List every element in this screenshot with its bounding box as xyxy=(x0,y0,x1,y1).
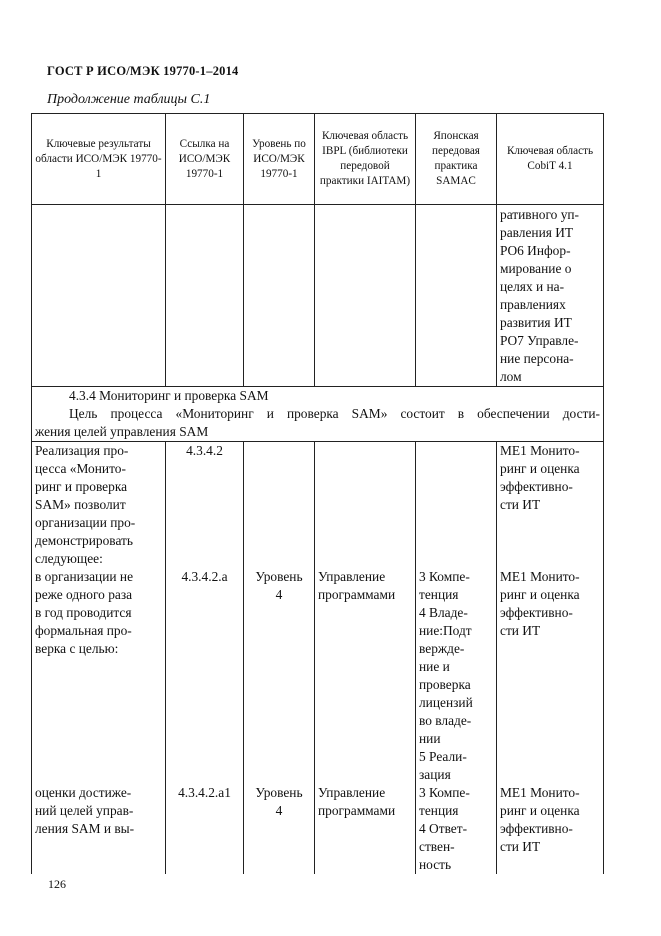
section-title: 4.3.4 Мониторинг и проверка SAM xyxy=(69,388,269,403)
cell-ibpl: Управление программами xyxy=(315,784,416,874)
cell-result xyxy=(32,205,166,387)
column-header-reference: Ссылка на ИСО/МЭК 19770-1 xyxy=(166,114,244,205)
table-row xyxy=(32,568,604,784)
cell-level: Уровень 4 xyxy=(244,568,315,784)
cell-cobit: ME1 Монито- ринг и оценка эффективно- сти ИТ xyxy=(497,568,604,784)
comparison-table xyxy=(31,113,604,874)
cell-ref: 4.3.4.2 xyxy=(166,442,244,569)
cell-cobit: ративного уп- равления ИТ PO6 Инфор- мирование о целях и на- правлениях развития ИТ PO7 Управле- ние персона- лом xyxy=(497,205,604,387)
column-header-cobit: Ключевая область CobiT 4.1 xyxy=(497,114,604,205)
cell-samac: 3 Компе- тенция 4 Ответ- ствен- ность xyxy=(416,784,497,874)
table-header-row xyxy=(32,114,604,205)
column-header-level: Уровень по ИСО/МЭК 19770-1 xyxy=(244,114,315,205)
column-header-samac: Японская передовая практика SAMAC xyxy=(416,114,497,205)
column-header-ibpl: Ключевая область IBPL (библиотеки передовой практики IAITAM) xyxy=(315,114,416,205)
cell-ibpl: Управление программами xyxy=(315,568,416,784)
cell-cobit: ME1 Монито- ринг и оценка эффективно- сти ИТ xyxy=(497,442,604,569)
cell-ibpl xyxy=(315,205,416,387)
cell-level xyxy=(244,442,315,569)
cell-ref xyxy=(166,205,244,387)
table-row xyxy=(32,784,604,874)
cell-samac: 3 Компе- тенция 4 Владе- ние:Подт вержде- ние и проверка лицензий во владе- нии 5 Реали- зация xyxy=(416,568,497,784)
cell-cobit: ME1 Монито- ринг и оценка эффективно- сти ИТ xyxy=(497,784,604,874)
cell-result: оценки достиже- ний целей управ- ления SAM и вы- xyxy=(32,784,166,874)
cell-level: Уровень 4 xyxy=(244,784,315,874)
cell-result: Реализация про- цесса «Монито- ринг и проверка SAM» позволит организации про- демонстрировать следующее: xyxy=(32,442,166,569)
page-number: 126 xyxy=(48,877,66,891)
cell-ref: 4.3.4.2.a1 xyxy=(166,784,244,874)
cell-ref: 4.3.4.2.a xyxy=(166,568,244,784)
section-cell xyxy=(32,387,604,442)
cell-samac xyxy=(416,205,497,387)
section-text-line1: Цель процесса «Мониторинг и проверка SAM» состоит в обеспечении дости- xyxy=(69,406,600,421)
table-row xyxy=(32,442,604,569)
cell-level xyxy=(244,205,315,387)
section-row xyxy=(32,387,604,442)
cell-samac xyxy=(416,442,497,569)
column-header-results: Ключевые результаты области ИСО/МЭК 19770-1 xyxy=(32,114,166,205)
section-text-line2: жения целей управления SAM xyxy=(35,424,209,439)
table-continuation-caption: Продолжение таблицы С.1 xyxy=(47,92,211,107)
cell-result: в организации не реже одного раза в год проводится формальная про- верка с целью: xyxy=(32,568,166,784)
table-row xyxy=(32,205,604,387)
cell-ibpl xyxy=(315,442,416,569)
document-standard-header: ГОСТ Р ИСО/МЭК 19770-1–2014 xyxy=(47,64,239,78)
